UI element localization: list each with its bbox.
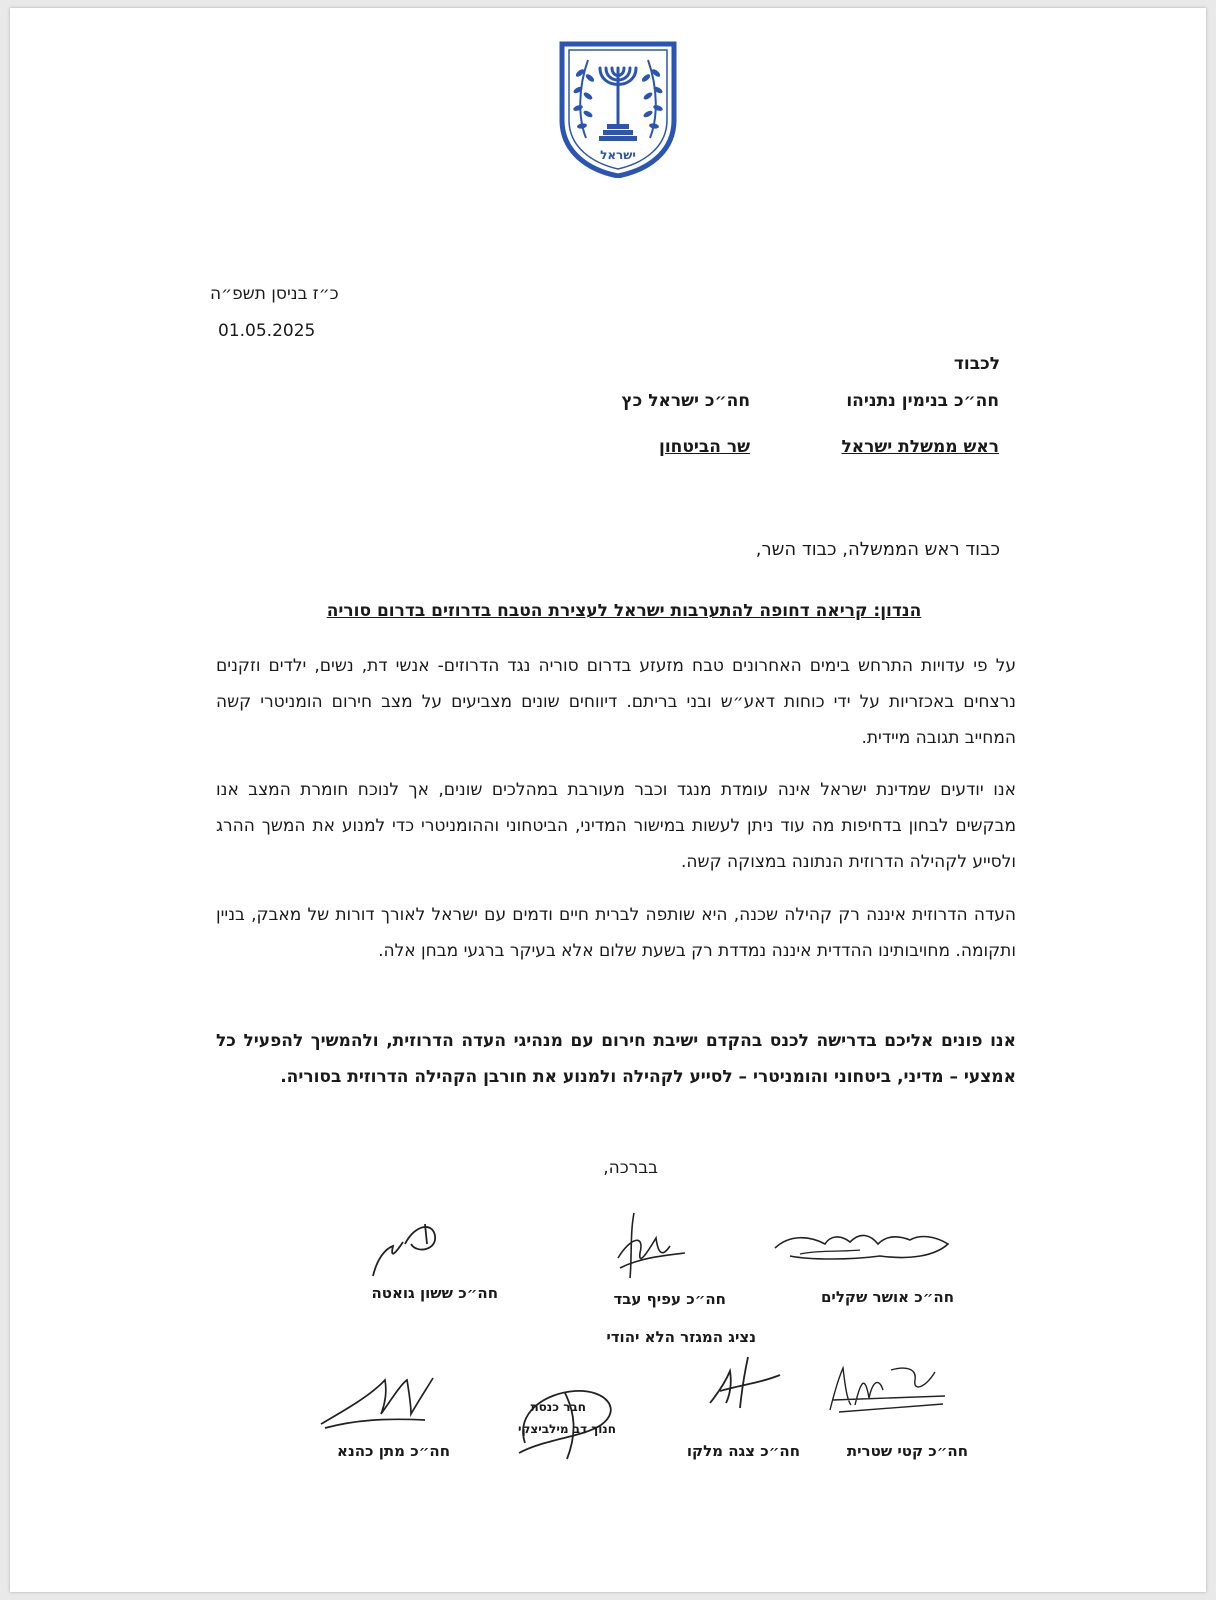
signature-image: [825, 1360, 955, 1420]
svg-text:ישראל: ישראל: [600, 148, 636, 162]
body-paragraph: אנו יודעים שמדינת ישראל אינה עומדת מנגד וכבר מעורבת במהלכים שונים, אך לנוכח חומרת המצב אנו מבקשים לבחון בדחיפות מה עוד ניתן לעשות במישור המדיני, הביטחוני וההומניטרי כדי למנוע את המשך ההרג ולסייע לקהילה הדרוזית הנתונה במצוקה קשה.: [216, 780, 1016, 872]
signatory-name: חה״כ אושר שקלים: [820, 1288, 954, 1306]
signatory-title: נציג המגזר הלא יהודי: [606, 1328, 756, 1346]
signatory-name: חה״כ קטי שטרית: [846, 1442, 968, 1460]
signatory-name: חה״כ עפיף עבד: [613, 1290, 726, 1308]
signature-image: [700, 1353, 790, 1413]
recipient-role: שר הביטחון: [659, 437, 750, 457]
signature-image: [505, 1373, 635, 1463]
gregorian-date: 01.05.2025: [218, 321, 316, 341]
closing: בברכה,: [603, 1158, 658, 1178]
salutation: כבוד ראש הממשלה, כבוד השר,: [755, 539, 1000, 560]
signature-image: [600, 1208, 700, 1288]
signature-image: [770, 1226, 960, 1266]
hebrew-date: כ״ז בניסן תשפ״ה: [210, 284, 339, 304]
signatory-name: חה״כ צגה מלקו: [686, 1442, 800, 1460]
signatory-name: חנוך דב מילביצקי: [518, 1422, 616, 1436]
body-paragraph-demand: אנו פונים אליכם בדרישה לכנס בהקדם ישיבת חירום עם מנהיגי העדה הדרוזית, ולהמשיך להפעיל כל אמצעי – מדיני, ביטחוני והומניטרי – לסייע לקהילה ולמנוע את חורבן הקהילה הדרוזית בסוריה.: [216, 1031, 1016, 1087]
signatory-name: חה״כ מתן כהנא: [337, 1442, 450, 1460]
recipients-label: לכבוד: [953, 354, 1000, 374]
signatory-name: חה״כ ששון גואטה: [371, 1284, 498, 1302]
body-paragraph: העדה הדרוזית איננה רק קהילה שכנה, היא שותפה לברית חיים ודמים עם ישראל לאורך דורות של מאבק, בניין ותקומה. מחויבותינו ההדדית איננה נמדדת רק בשעת שלום אלא בעיקר ברגעי מבחן אלה.: [216, 905, 1016, 961]
body-paragraph: על פי עדויות התרחש בימים האחרונים טבח מזעזע בדרום סוריה נגד הדרוזים- אנשי דת, נשים, ילדים וזקנים נרצחים באכזריות על ידי כוחות דאע״ש ובני בריתם. דיווחים שונים מצביעים על מצב חירום הומניטרי קשה המחייב תגובה מיידית.: [216, 656, 1016, 748]
signature-image: [365, 1214, 445, 1284]
signature-image: [315, 1370, 445, 1430]
recipient-name: חה״כ ישראל כץ: [621, 391, 750, 411]
recipient-name: חה״כ בנימין נתניהו: [846, 391, 999, 411]
subject-line: הנדון: קריאה דחופה להתערבות ישראל לעצירת הטבח בדרוזים בדרום סוריה: [326, 601, 922, 621]
knesset-member-stamp: חבר כנסת: [530, 1400, 586, 1414]
letter-page: [10, 8, 1206, 1592]
state-emblem-icon: [558, 38, 678, 178]
recipient-role: ראש ממשלת ישראל: [841, 437, 999, 457]
